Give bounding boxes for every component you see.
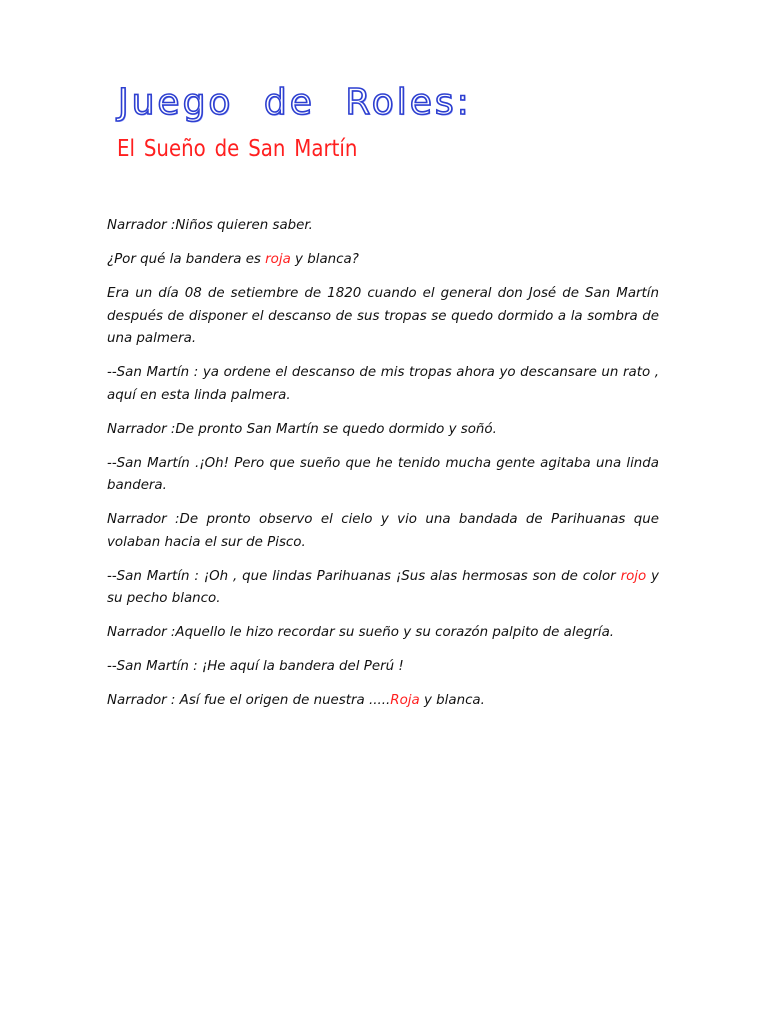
paragraph-2: ¿Por qué la bandera es roja y blanca? xyxy=(107,252,359,267)
paragraph-8: --San Martín : ¡Oh , que lindas Parihuanas ¡Sus alas hermosas son de color rojo y su pecho blanco. xyxy=(107,568,659,606)
paragraph-6: --San Martín .¡Oh! Pero que sueño que he tenido mucha gente agitaba una linda bandera. xyxy=(107,455,659,493)
paragraph-3: Era un día 08 de setiembre de 1820 cuando el general don José de San Martín después de disponer el descanso de sus tropas se quedo dormido a la sombra de una palmera. xyxy=(107,286,659,346)
paragraph-11: Narrador : Así fue el origen de nuestra .....Roja y blanca. xyxy=(107,693,485,708)
paragraph-7: Narrador :De pronto observo el cielo y vio una bandada de Parihuanas que volaban hacia el sur de Pisco. xyxy=(107,512,659,550)
paragraph-4: --San Martín : ya ordene el descanso de mis tropas ahora yo descansare un rato , aquí en esta linda palmera. xyxy=(107,365,659,403)
page-subtitle: El Sueño de San Martín xyxy=(117,136,358,162)
page-title: Juego de Roles: xyxy=(118,82,472,123)
highlight-word: Roja xyxy=(390,693,420,708)
paragraph-5: Narrador :De pronto San Martín se quedo dormido y soñó. xyxy=(107,421,497,437)
paragraph-10: --San Martín : ¡He aquí la bandera del Perú ! xyxy=(107,659,404,674)
highlight-word: rojo xyxy=(620,568,647,584)
paragraph-1: Narrador :Niños quieren saber. xyxy=(107,218,313,233)
highlight-word: roja xyxy=(265,252,291,267)
paragraph-9: Narrador :Aquello le hizo recordar su sueño y su corazón palpito de alegría. xyxy=(107,625,615,640)
dialogue-body xyxy=(107,215,659,724)
